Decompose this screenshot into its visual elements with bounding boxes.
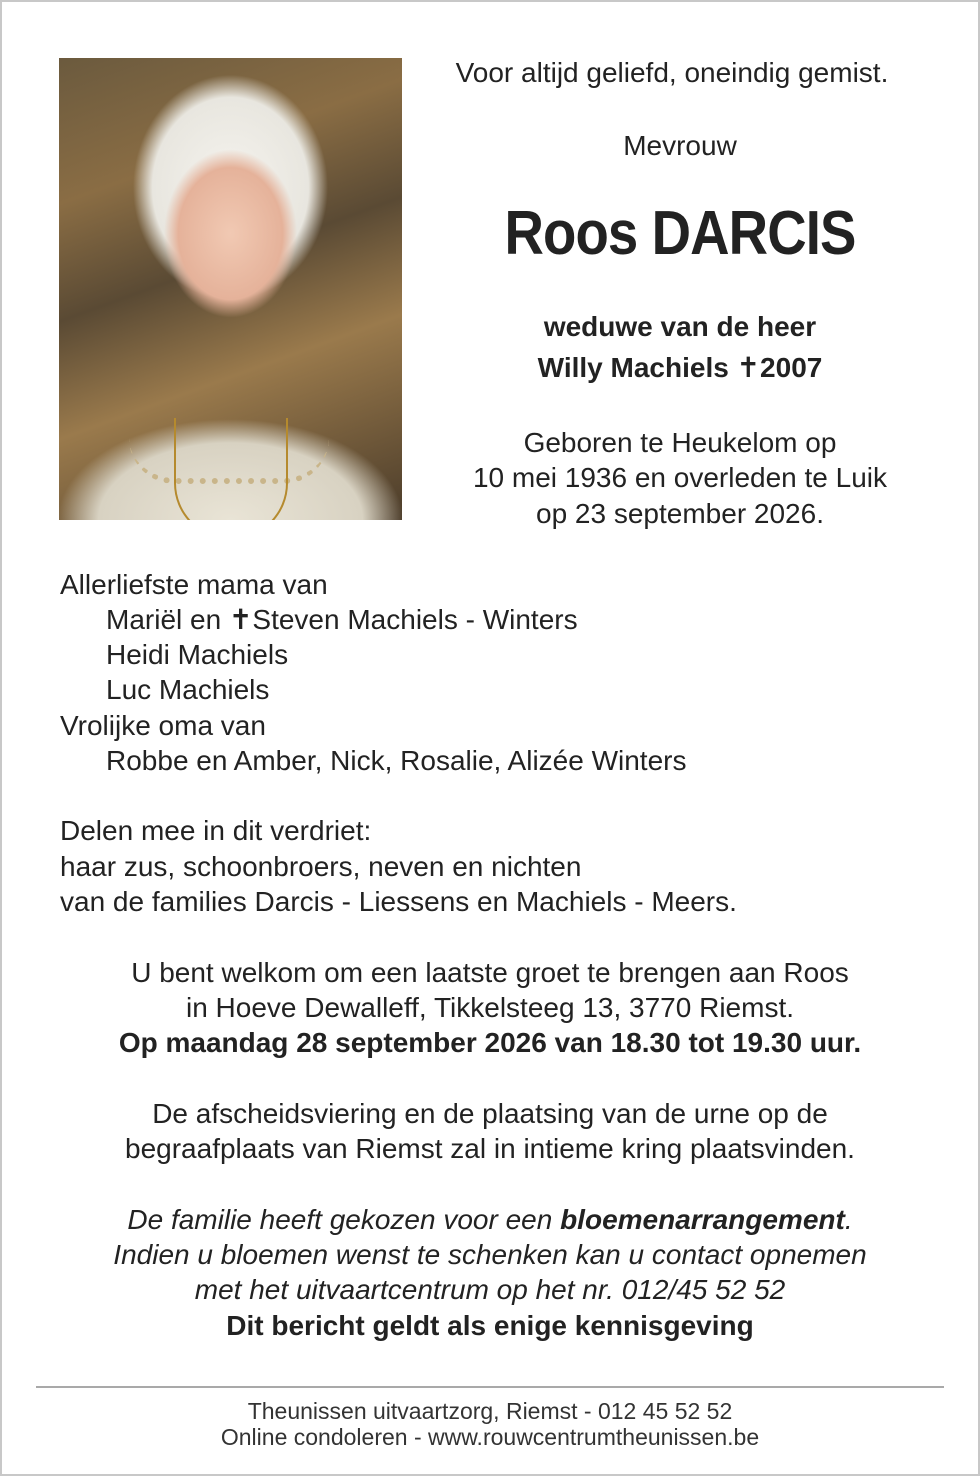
footer-line-1: Theunissen uitvaartzorg, Riemst - 012 45 52 52 bbox=[247, 1398, 733, 1424]
flowers-line-2: Indien u bloemen wenst te schenken kan u contact opnemen bbox=[113, 1239, 867, 1270]
footer-line-2: Online condoleren - www.rouwcentrumtheunissen.be bbox=[220, 1424, 760, 1450]
birth-line-3: op 23 september 2026. bbox=[536, 498, 824, 529]
portrait-photo bbox=[59, 58, 402, 520]
flowers-line-1-prefix: De familie heeft gekozen voor een bbox=[127, 1204, 561, 1235]
flowers-arrangement: bloemenarrangement bbox=[560, 1204, 845, 1235]
child-1: Mariël en ✝Steven Machiels - Winters bbox=[106, 604, 578, 635]
ceremony-line-2: begraafplaats van Riemst zal in intieme kring plaatsvinden. bbox=[125, 1133, 855, 1164]
deceased-name-text: Roos DARCIS bbox=[504, 199, 856, 268]
visit-line-2: in Hoeve Dewalleff, Tikkelsteeg 13, 3770 Riemst. bbox=[185, 992, 794, 1023]
footer-divider bbox=[36, 1386, 944, 1388]
flowers-line-1-suffix: . bbox=[844, 1204, 853, 1235]
deceased-name bbox=[420, 198, 940, 270]
sharing-line-3: van de families Darcis - Liessens en Machiels - Meers. bbox=[60, 886, 737, 917]
flowers-line-3: met het uitvaartcentrum op het nr. 012/45 52 52 bbox=[194, 1274, 786, 1305]
motto: Voor altijd geliefd, oneindig gemist. bbox=[455, 57, 889, 88]
widow-line-2: Willy Machiels ✝2007 bbox=[537, 352, 823, 383]
mama-title: Allerliefste mama van bbox=[60, 569, 328, 600]
salutation: Mevrouw bbox=[623, 130, 737, 161]
visit-line-1: U bent welkom om een laatste groet te brengen aan Roos bbox=[131, 957, 849, 988]
child-3: Luc Machiels bbox=[106, 674, 270, 705]
ceremony-line-1: De afscheidsviering en de plaatsing van de urne op de bbox=[152, 1098, 828, 1129]
grandchildren: Robbe en Amber, Nick, Rosalie, Alizée Winters bbox=[106, 745, 687, 776]
sharing-line-1: Delen mee in dit verdriet: bbox=[60, 815, 372, 846]
visit-time: Op maandag 28 september 2026 van 18.30 tot 19.30 uur. bbox=[118, 1027, 862, 1058]
widow-line-1: weduwe van de heer bbox=[543, 311, 817, 342]
sharing-line-2: haar zus, schoonbroers, neven en nichten bbox=[60, 851, 582, 882]
flowers-line-1 bbox=[0, 1202, 980, 1237]
necklace bbox=[174, 418, 288, 520]
sole-notice: Dit bericht geldt als enige kennisgeving bbox=[226, 1310, 754, 1341]
birth-line-2: 10 mei 1936 en overleden te Luik bbox=[472, 462, 888, 493]
oma-title: Vrolijke oma van bbox=[60, 710, 266, 741]
birth-line-1: Geboren te Heukelom op bbox=[523, 427, 837, 458]
child-2: Heidi Machiels bbox=[106, 639, 289, 670]
